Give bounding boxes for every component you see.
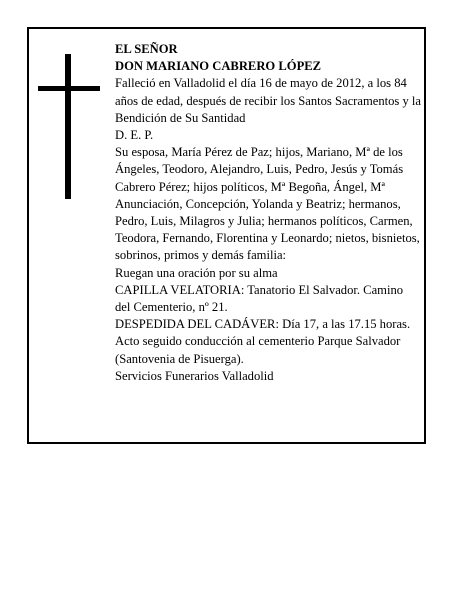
funeral-services: Servicios Funerarios Valladolid <box>115 368 274 383</box>
notice-text <box>115 41 421 385</box>
obituary-notice <box>27 27 426 444</box>
family-list: Su esposa, María Pérez de Paz; hijos, Mariano, Mª de los Ángeles, Teodoro, Alejandro, Luis, Pedro, Jesús y Tomás Cabrero Pérez; hijos políticos, Mª Begoña, Ángel, Mª Anunciación, Concepción, Yolanda y Beatriz; hermanos, Pedro, Luis, Milagros y Julia; hermanos políticos, Carmen, Teodora, Fernando, Florentina y Leonardo; nietos, bisnietos, sobrinos, primos y demás familia: <box>115 145 420 263</box>
latin-cross-icon <box>38 54 100 199</box>
deceased-name: DON MARIANO CABRERO LÓPEZ <box>115 59 322 74</box>
dep-abbreviation: D. E. P. <box>115 128 154 143</box>
cross-vertical-bar <box>65 54 71 199</box>
farewell-info: DESPEDIDA DEL CADÁVER: Día 17, a las 17.15 horas. Acto seguido conducción al cementerio Parque Salvador (Santovenia de Pisuerga). <box>115 317 411 366</box>
death-statement: Falleció en Valladolid el día 16 de mayo de 2012, a los 84 años de edad, después de recibir los Santos Sacramentos y la Bendición de Su Santidad <box>115 76 422 125</box>
chapel-info: CAPILLA VELATORIA: Tanatorio El Salvador. Camino del Cementerio, nº 21. <box>115 282 404 315</box>
cross-horizontal-bar <box>38 86 100 91</box>
prayer-request: Ruegan una oración por su alma <box>115 265 278 280</box>
heading-title: EL SEÑOR <box>115 42 178 56</box>
